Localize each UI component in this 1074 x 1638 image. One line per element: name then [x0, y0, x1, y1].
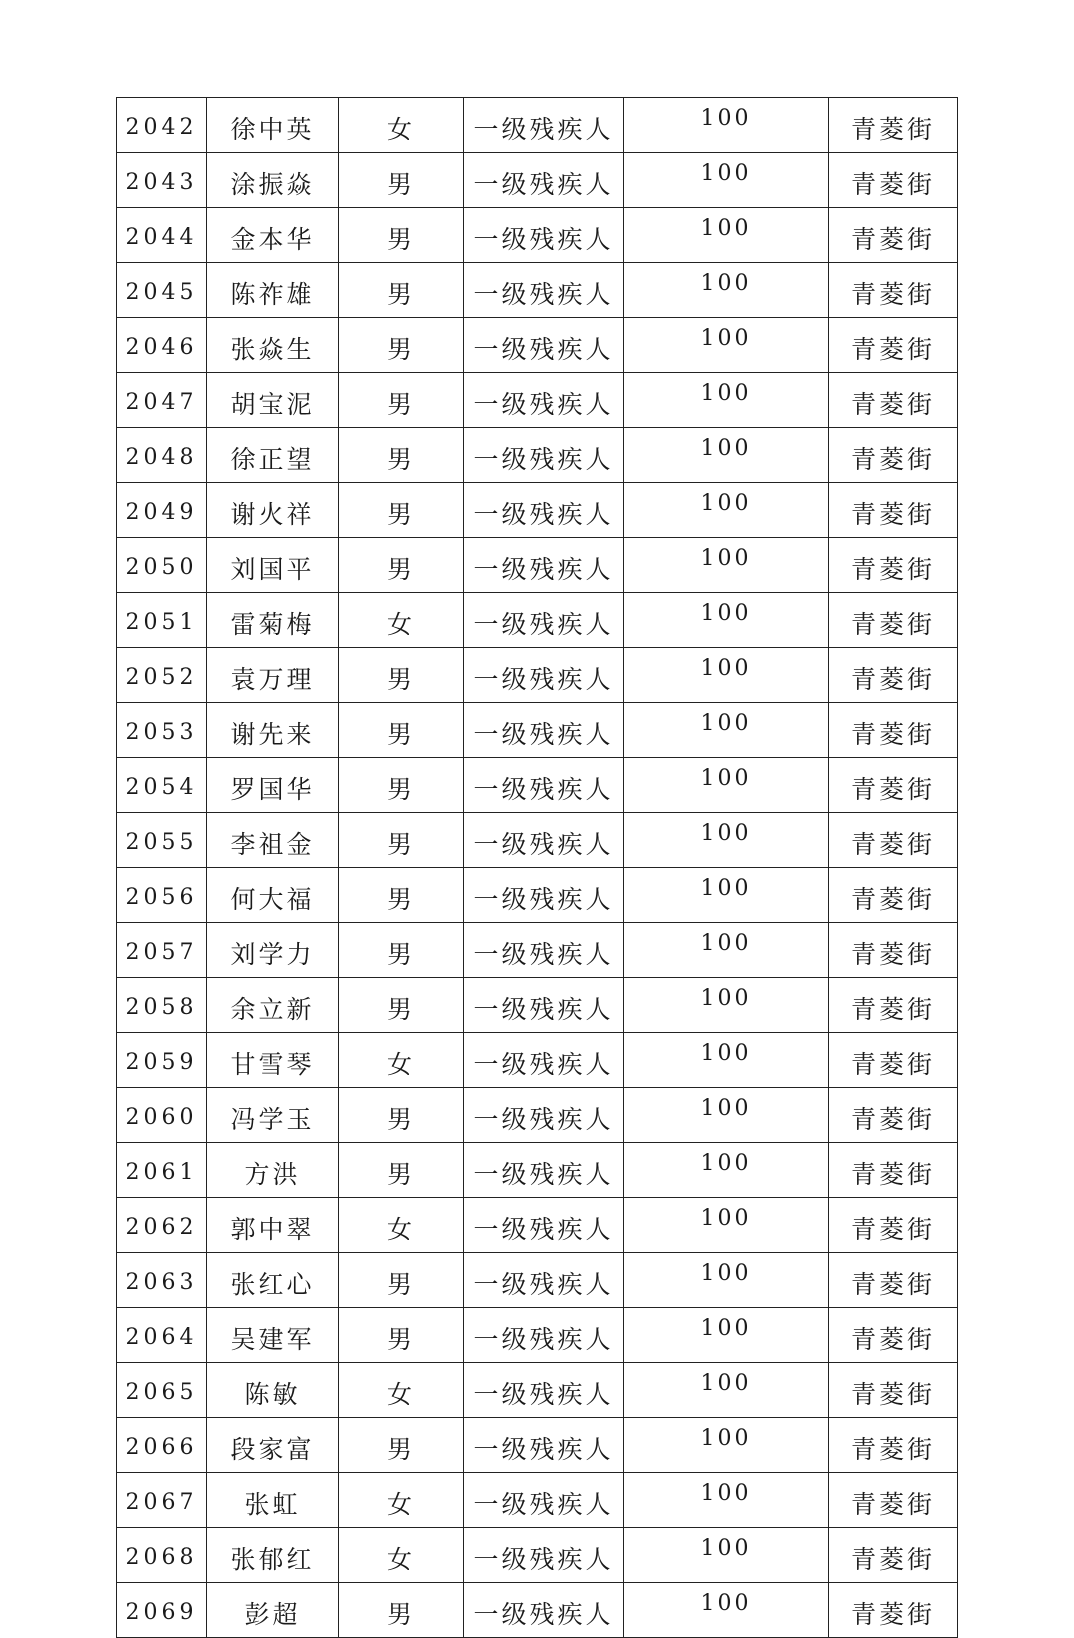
street-name: 青菱街 — [829, 1033, 958, 1088]
disability-category: 一级残疾人 — [464, 373, 624, 428]
street-name: 青菱街 — [829, 648, 958, 703]
record-number: 2056 — [117, 868, 207, 923]
disability-category: 一级残疾人 — [464, 923, 624, 978]
disability-category: 一级残疾人 — [464, 1253, 624, 1308]
gender-cell: 男 — [339, 923, 464, 978]
table-row — [117, 1088, 958, 1143]
gender-cell: 女 — [339, 1198, 464, 1253]
street-name: 青菱街 — [829, 1198, 958, 1253]
gender-cell: 男 — [339, 483, 464, 538]
disability-category: 一级残疾人 — [464, 1308, 624, 1363]
subsidy-amount: 100 — [624, 1528, 829, 1583]
street-name: 青菱街 — [829, 1253, 958, 1308]
record-number: 2048 — [117, 428, 207, 483]
person-name: 吴建军 — [207, 1308, 339, 1363]
table-row — [117, 1253, 958, 1308]
subsidy-amount: 100 — [624, 1363, 829, 1418]
subsidy-amount: 100 — [624, 1198, 829, 1253]
gender-cell: 男 — [339, 428, 464, 483]
gender-cell: 男 — [339, 1583, 464, 1638]
street-name: 青菱街 — [829, 318, 958, 373]
gender-cell: 男 — [339, 1143, 464, 1198]
street-name: 青菱街 — [829, 1528, 958, 1583]
person-name: 李祖金 — [207, 813, 339, 868]
disability-category: 一级残疾人 — [464, 1473, 624, 1528]
person-name: 谢先来 — [207, 703, 339, 758]
disability-category: 一级残疾人 — [464, 1583, 624, 1638]
gender-cell: 女 — [339, 1473, 464, 1528]
table-row — [117, 153, 958, 208]
gender-cell: 女 — [339, 1363, 464, 1418]
subsidy-amount: 100 — [624, 868, 829, 923]
subsidy-amount: 100 — [624, 1253, 829, 1308]
subsidy-amount: 100 — [624, 813, 829, 868]
street-name: 青菱街 — [829, 813, 958, 868]
record-number: 2063 — [117, 1253, 207, 1308]
gender-cell: 男 — [339, 318, 464, 373]
record-number: 2065 — [117, 1363, 207, 1418]
person-name: 张虹 — [207, 1473, 339, 1528]
street-name: 青菱街 — [829, 593, 958, 648]
table-row — [117, 318, 958, 373]
subsidy-amount: 100 — [624, 1583, 829, 1638]
record-number: 2053 — [117, 703, 207, 758]
street-name: 青菱街 — [829, 758, 958, 813]
gender-cell: 男 — [339, 373, 464, 428]
disability-category: 一级残疾人 — [464, 1033, 624, 1088]
disability-category: 一级残疾人 — [464, 483, 624, 538]
disability-category: 一级残疾人 — [464, 813, 624, 868]
record-number: 2068 — [117, 1528, 207, 1583]
record-number: 2054 — [117, 758, 207, 813]
table-row — [117, 978, 958, 1033]
subsidy-amount: 100 — [624, 153, 829, 208]
subsidy-amount: 100 — [624, 483, 829, 538]
street-name: 青菱街 — [829, 153, 958, 208]
table-row — [117, 593, 958, 648]
record-number: 2043 — [117, 153, 207, 208]
subsidy-amount: 100 — [624, 373, 829, 428]
disability-category: 一级残疾人 — [464, 428, 624, 483]
disability-category: 一级残疾人 — [464, 1198, 624, 1253]
subsidy-amount: 100 — [624, 263, 829, 318]
street-name: 青菱街 — [829, 1308, 958, 1363]
person-name: 胡宝泥 — [207, 373, 339, 428]
record-number: 2045 — [117, 263, 207, 318]
disability-category: 一级残疾人 — [464, 1088, 624, 1143]
gender-cell: 男 — [339, 538, 464, 593]
subsidy-amount: 100 — [624, 1088, 829, 1143]
disability-category: 一级残疾人 — [464, 1143, 624, 1198]
person-name: 甘雪琴 — [207, 1033, 339, 1088]
disability-category: 一级残疾人 — [464, 648, 624, 703]
subsidy-amount: 100 — [624, 593, 829, 648]
record-number: 2051 — [117, 593, 207, 648]
subsidy-amount: 100 — [624, 703, 829, 758]
person-name: 罗国华 — [207, 758, 339, 813]
disability-category: 一级残疾人 — [464, 703, 624, 758]
table-row — [117, 923, 958, 978]
gender-cell: 男 — [339, 758, 464, 813]
table-row — [117, 1198, 958, 1253]
gender-cell: 男 — [339, 1418, 464, 1473]
record-number: 2062 — [117, 1198, 207, 1253]
record-number: 2061 — [117, 1143, 207, 1198]
roster-body — [117, 98, 958, 1638]
street-name: 青菱街 — [829, 208, 958, 263]
table-row — [117, 1583, 958, 1638]
street-name: 青菱街 — [829, 923, 958, 978]
table-row — [117, 428, 958, 483]
gender-cell: 男 — [339, 703, 464, 758]
gender-cell: 女 — [339, 1528, 464, 1583]
person-name: 刘国平 — [207, 538, 339, 593]
subsidy-amount: 100 — [624, 538, 829, 593]
street-name: 青菱街 — [829, 373, 958, 428]
disability-category: 一级残疾人 — [464, 538, 624, 593]
disability-category: 一级残疾人 — [464, 978, 624, 1033]
person-name: 徐正望 — [207, 428, 339, 483]
gender-cell: 男 — [339, 153, 464, 208]
table-row — [117, 1033, 958, 1088]
disability-category: 一级残疾人 — [464, 318, 624, 373]
person-name: 冯学玉 — [207, 1088, 339, 1143]
subsidy-amount: 100 — [624, 923, 829, 978]
disability-category: 一级残疾人 — [464, 593, 624, 648]
table-row — [117, 1473, 958, 1528]
subsidy-amount: 100 — [624, 1473, 829, 1528]
gender-cell: 男 — [339, 1308, 464, 1363]
person-name: 雷菊梅 — [207, 593, 339, 648]
record-number: 2069 — [117, 1583, 207, 1638]
person-name: 段家富 — [207, 1418, 339, 1473]
subsidy-amount: 100 — [624, 1418, 829, 1473]
table-row — [117, 868, 958, 923]
record-number: 2067 — [117, 1473, 207, 1528]
street-name: 青菱街 — [829, 538, 958, 593]
subsidy-amount: 100 — [624, 318, 829, 373]
subsidy-amount: 100 — [624, 648, 829, 703]
person-name: 张红心 — [207, 1253, 339, 1308]
person-name: 袁万理 — [207, 648, 339, 703]
person-name: 涂振焱 — [207, 153, 339, 208]
record-number: 2055 — [117, 813, 207, 868]
street-name: 青菱街 — [829, 703, 958, 758]
gender-cell: 男 — [339, 978, 464, 1033]
street-name: 青菱街 — [829, 1143, 958, 1198]
table-row — [117, 1528, 958, 1583]
record-number: 2060 — [117, 1088, 207, 1143]
gender-cell: 女 — [339, 1033, 464, 1088]
record-number: 2049 — [117, 483, 207, 538]
record-number: 2059 — [117, 1033, 207, 1088]
gender-cell: 男 — [339, 813, 464, 868]
disability-category: 一级残疾人 — [464, 1528, 624, 1583]
subsidy-amount: 100 — [624, 1143, 829, 1198]
table-row — [117, 373, 958, 428]
record-number: 2057 — [117, 923, 207, 978]
table-row — [117, 703, 958, 758]
person-name: 金本华 — [207, 208, 339, 263]
gender-cell: 男 — [339, 263, 464, 318]
table-row — [117, 1363, 958, 1418]
record-number: 2044 — [117, 208, 207, 263]
record-number: 2042 — [117, 98, 207, 153]
subsidy-amount: 100 — [624, 1308, 829, 1363]
person-name: 徐中英 — [207, 98, 339, 153]
record-number: 2058 — [117, 978, 207, 1033]
street-name: 青菱街 — [829, 98, 958, 153]
gender-cell: 男 — [339, 208, 464, 263]
table-row — [117, 1308, 958, 1363]
street-name: 青菱街 — [829, 868, 958, 923]
disability-category: 一级残疾人 — [464, 153, 624, 208]
street-name: 青菱街 — [829, 1583, 958, 1638]
table-row — [117, 263, 958, 318]
street-name: 青菱街 — [829, 1473, 958, 1528]
record-number: 2046 — [117, 318, 207, 373]
roster-table — [116, 97, 958, 1638]
street-name: 青菱街 — [829, 978, 958, 1033]
street-name: 青菱街 — [829, 1363, 958, 1418]
disability-category: 一级残疾人 — [464, 868, 624, 923]
disability-category: 一级残疾人 — [464, 263, 624, 318]
street-name: 青菱街 — [829, 263, 958, 318]
person-name: 陈祚雄 — [207, 263, 339, 318]
person-name: 余立新 — [207, 978, 339, 1033]
street-name: 青菱街 — [829, 1418, 958, 1473]
table-row — [117, 648, 958, 703]
gender-cell: 男 — [339, 1088, 464, 1143]
table-row — [117, 1418, 958, 1473]
table-row — [117, 813, 958, 868]
person-name: 彭超 — [207, 1583, 339, 1638]
person-name: 何大福 — [207, 868, 339, 923]
record-number: 2047 — [117, 373, 207, 428]
gender-cell: 男 — [339, 1253, 464, 1308]
record-number: 2050 — [117, 538, 207, 593]
subsidy-amount: 100 — [624, 978, 829, 1033]
street-name: 青菱街 — [829, 1088, 958, 1143]
disability-category: 一级残疾人 — [464, 208, 624, 263]
table-row — [117, 483, 958, 538]
person-name: 方洪 — [207, 1143, 339, 1198]
subsidy-amount: 100 — [624, 208, 829, 263]
disability-category: 一级残疾人 — [464, 758, 624, 813]
subsidy-amount: 100 — [624, 98, 829, 153]
disability-category: 一级残疾人 — [464, 1363, 624, 1418]
table-row — [117, 98, 958, 153]
gender-cell: 女 — [339, 98, 464, 153]
record-number: 2066 — [117, 1418, 207, 1473]
disability-category: 一级残疾人 — [464, 1418, 624, 1473]
person-name: 刘学力 — [207, 923, 339, 978]
person-name: 张郁红 — [207, 1528, 339, 1583]
street-name: 青菱街 — [829, 483, 958, 538]
subsidy-amount: 100 — [624, 1033, 829, 1088]
person-name: 郭中翠 — [207, 1198, 339, 1253]
subsidy-amount: 100 — [624, 428, 829, 483]
gender-cell: 女 — [339, 593, 464, 648]
street-name: 青菱街 — [829, 428, 958, 483]
record-number: 2052 — [117, 648, 207, 703]
gender-cell: 男 — [339, 648, 464, 703]
person-name: 陈敏 — [207, 1363, 339, 1418]
person-name: 张焱生 — [207, 318, 339, 373]
disability-category: 一级残疾人 — [464, 98, 624, 153]
table-row — [117, 538, 958, 593]
person-name: 谢火祥 — [207, 483, 339, 538]
gender-cell: 男 — [339, 868, 464, 923]
table-row — [117, 208, 958, 263]
record-number: 2064 — [117, 1308, 207, 1363]
subsidy-amount: 100 — [624, 758, 829, 813]
table-row — [117, 758, 958, 813]
table-row — [117, 1143, 958, 1198]
